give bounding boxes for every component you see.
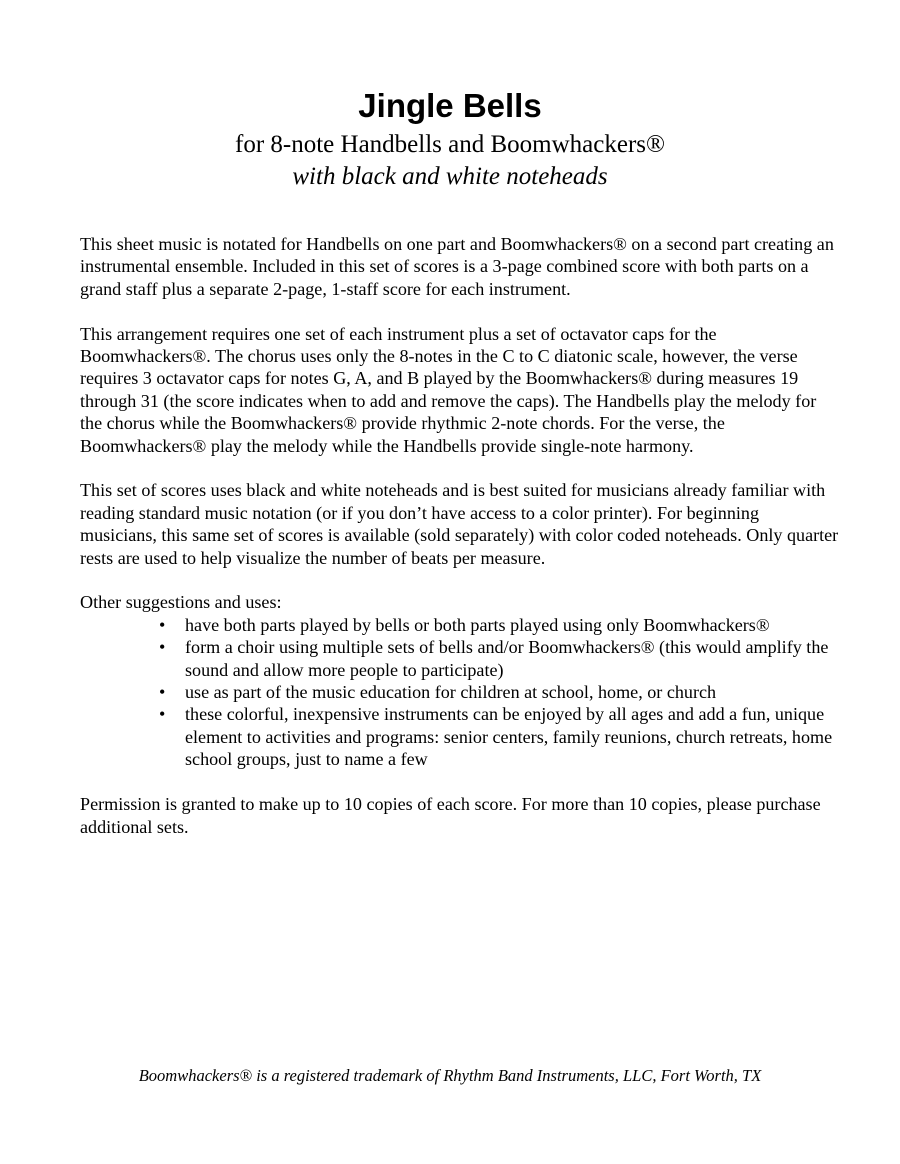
list-item-text: use as part of the music education for children at school, home, or church xyxy=(185,682,717,703)
list-item-text: have both parts played by bells or both parts played using only Boomwhackers® xyxy=(185,614,770,635)
bullet-icon: • xyxy=(159,682,166,703)
suggestions-intro: Other suggestions and uses: xyxy=(80,592,282,613)
arrangement-paragraph: This arrangement requires one set of each instrument plus a set of octavator caps for the Boomwhackers®. The chorus uses only the 8-notes in the C to C diatonic scale, however, the verse requires 3 octavator caps for notes G, A, and B played by the Boomwhackers® during measures 19 through 31 (the score indicates when to add and remove the caps). The Handbells play the melody for the chorus while the Boomwhackers® provide rhythmic 2-note chords. For the verse, the Boomwhackers® play the melody while the Handbells provide single-note harmony. xyxy=(80,323,817,456)
bullet-icon: • xyxy=(159,637,166,658)
list-item xyxy=(80,703,840,770)
list-item xyxy=(80,636,840,681)
list-item xyxy=(80,681,840,703)
noteheads-paragraph: This set of scores uses black and white noteheads and is best suited for musicians already familiar with reading standard music notation (or if you don’t have access to a color printer). For beginning musicians, this same set of scores is available (sold separately) with color coded noteheads. Only quarter rests are used to help visualize the number of beats per measure. xyxy=(80,480,839,568)
subtitle: for 8-note Handbells and Boomwhackers® xyxy=(235,131,665,158)
subtitle-italic: with black and white noteheads xyxy=(292,163,608,190)
list-item xyxy=(80,614,840,636)
list-item-text: these colorful, inexpensive instruments can be enjoyed by all ages and add a fun, unique element to activities and programs: senior centers, family reunions, church retreats, home school groups, just to name a few xyxy=(185,704,833,770)
suggestions-list xyxy=(80,614,840,771)
trademark-footer: Boomwhackers® is a registered trademark of Rhythm Band Instruments, LLC, Fort Worth, TX xyxy=(138,1066,762,1085)
bullet-icon: • xyxy=(159,704,166,725)
bullet-icon: • xyxy=(159,614,166,635)
page-title: Jingle Bells xyxy=(358,87,542,124)
permission-paragraph: Permission is granted to make up to 10 copies of each score. For more than 10 copies, please purchase additional sets. xyxy=(80,794,821,837)
list-item-text: form a choir using multiple sets of bells and/or Boomwhackers® (this would amplify the sound and allow more people to participate) xyxy=(185,637,829,680)
intro-paragraph: This sheet music is notated for Handbells on one part and Boomwhackers® on a second part creating an instrumental ensemble. Included in this set of scores is a 3-page combined score with both parts on a grand staff plus a separate 2-page, 1-staff score for each instrument. xyxy=(80,234,834,299)
document-body xyxy=(80,233,840,860)
